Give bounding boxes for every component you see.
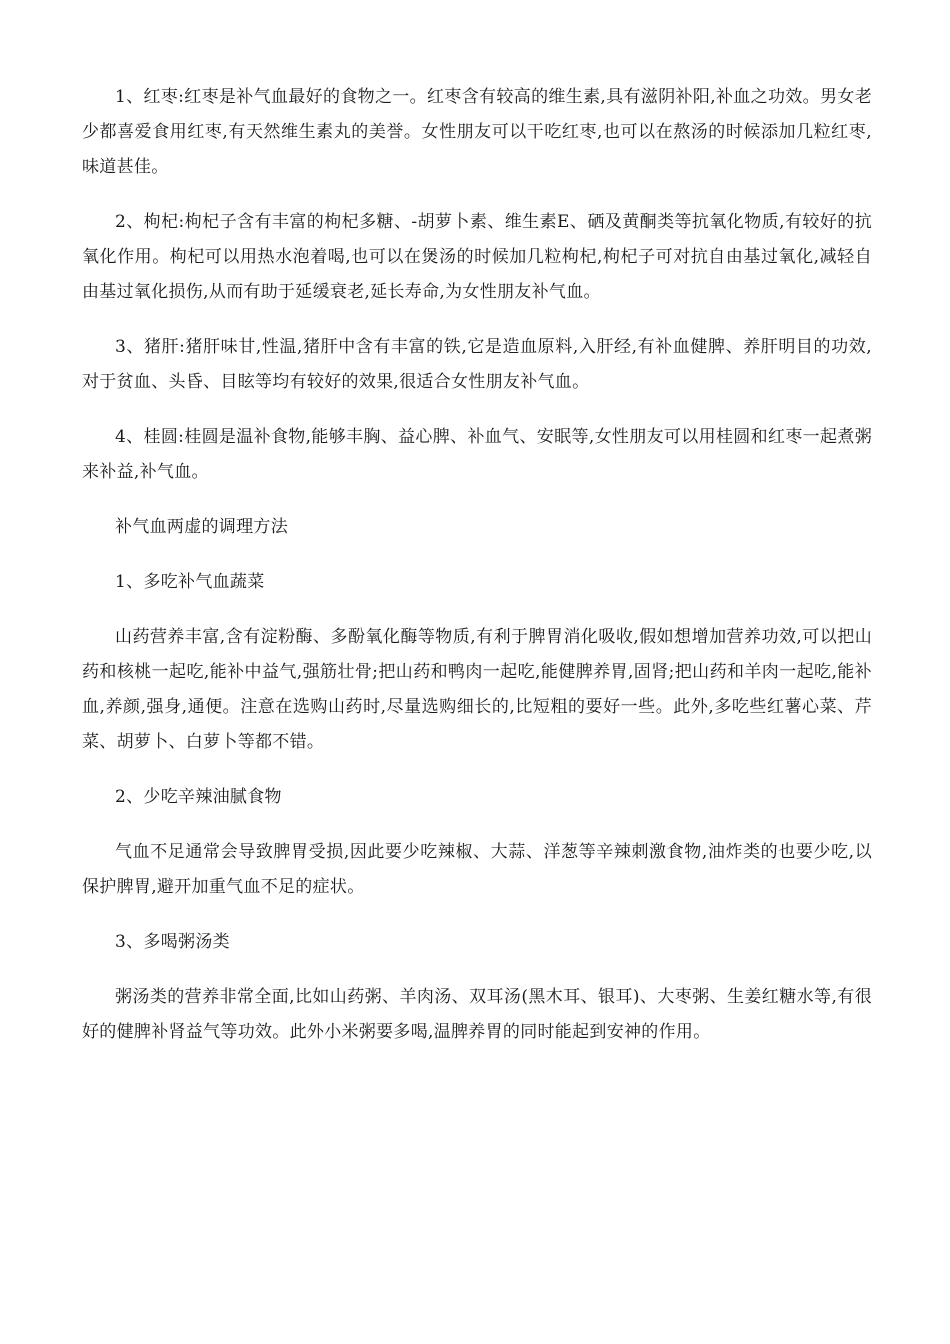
paragraph-red-dates: 1、红枣:红枣是补气血最好的食物之一。红枣含有较高的维生素,具有滋阴补阳,补血之功效。男女老少都喜爱食用红枣,有天然维生素丸的美誉。女性朋友可以干吃红枣,也可以在熬汤的时候添加几粒红枣,味道甚佳。 bbox=[82, 87, 872, 177]
paragraph-yam: 山药营养丰富,含有淀粉酶、多酚氧化酶等物质,有利于脾胃消化吸收,假如想增加营养功效,可以把山药和核桃一起吃,能补中益气,强筋壮骨;把山药和鸭肉一起吃,能健脾养胃,固肾;把山药和羊肉一起吃,能补血,养颜,强身,通便。注意在选购山药时,尽量选购细长的,比短粗的要好一些。此外,多吃些红薯心菜、芹菜、胡萝卜、白萝卜等都不错。 bbox=[82, 627, 872, 752]
paragraph-goji: 2、枸杞:枸杞子含有丰富的枸杞多糖、-胡萝卜素、维生素E、硒及黄酮类等抗氧化物质,有较好的抗氧化作用。枸杞可以用热水泡着喝,也可以在煲汤的时候加几粒枸杞,枸杞子可对抗自由基过氧化,减轻自由基过氧化损伤,从而有助于延缓衰老,延长寿命,为女性朋友补气血。 bbox=[82, 212, 872, 302]
paragraph-spicy-food: 气血不足通常会导致脾胃受损,因此要少吃辣椒、大蒜、洋葱等辛辣刺激食物,油炸类的也要少吃,以保护脾胃,避开加重气血不足的症状。 bbox=[82, 842, 872, 897]
document-page bbox=[82, 80, 872, 1070]
subheading-porridge-soup: 3、多喝粥汤类 bbox=[115, 932, 230, 952]
paragraph-longan: 4、桂圆:桂圆是温补食物,能够丰胸、益心脾、补血气、安眠等,女性朋友可以用桂圆和红枣一起煮粥来补益,补气血。 bbox=[82, 427, 872, 482]
paragraph-porridge: 粥汤类的营养非常全面,比如山药粥、羊肉汤、双耳汤(黑木耳、银耳)、大枣粥、生姜红糖水等,有很好的健脾补肾益气等功效。此外小米粥要多喝,温脾养胃的同时能起到安神的作用。 bbox=[82, 987, 872, 1042]
paragraph-pork-liver: 3、猪肝:猪肝味甘,性温,猪肝中含有丰富的铁,它是造血原料,入肝经,有补血健脾、养肝明目的功效,对于贫血、头昏、目眩等均有较好的效果,很适合女性朋友补气血。 bbox=[82, 337, 872, 392]
section-heading-methods: 补气血两虚的调理方法 bbox=[115, 517, 288, 537]
subheading-less-spicy: 2、少吃辛辣油腻食物 bbox=[115, 787, 282, 807]
subheading-vegetables: 1、多吃补气血蔬菜 bbox=[115, 572, 265, 592]
